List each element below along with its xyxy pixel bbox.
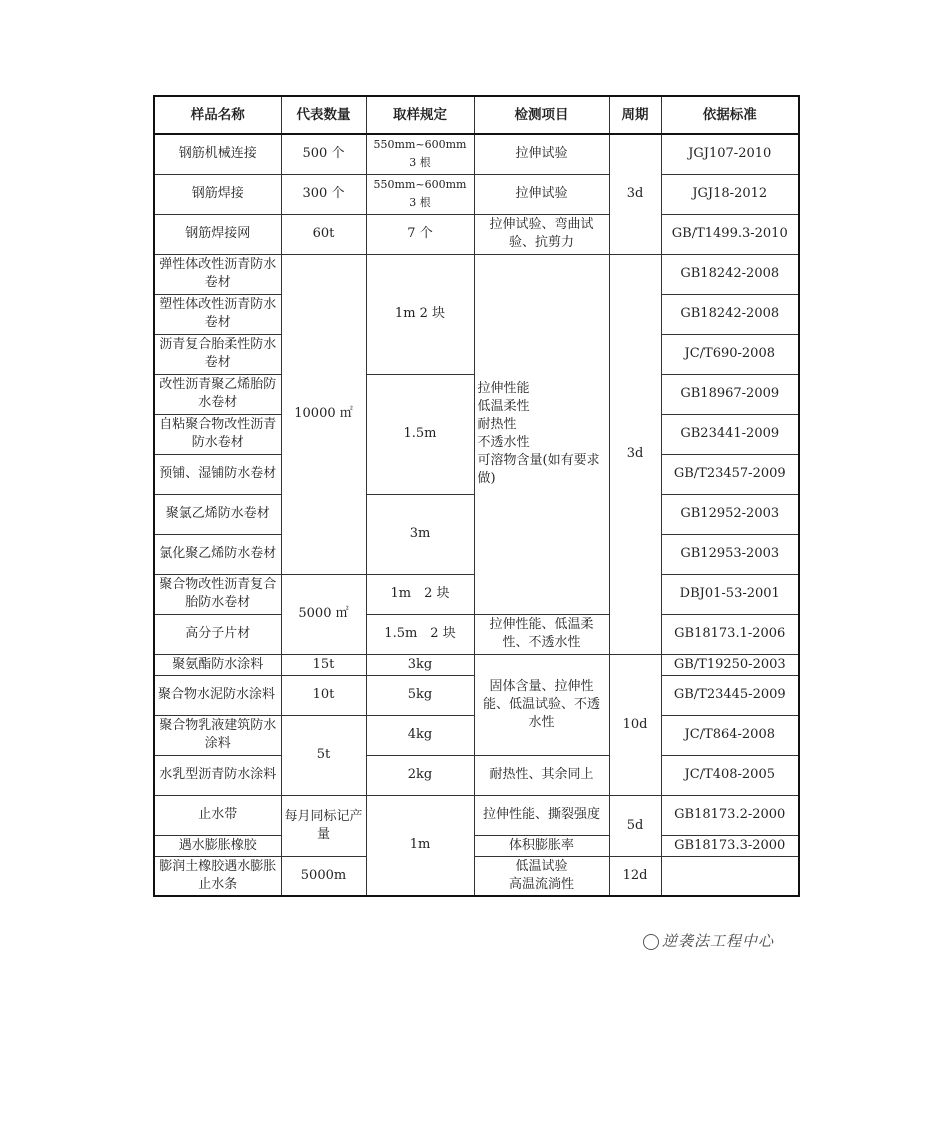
cell-name: 聚合物水泥防水涂料 (154, 675, 281, 715)
cell-qty: 500 个 (281, 134, 366, 174)
header-sample-name: 样品名称 (154, 96, 281, 134)
cell-standard-watermarked (661, 856, 799, 896)
header-standard: 依据标准 (661, 96, 799, 134)
cell-standard: JC/T408-2005 (661, 755, 799, 795)
cell-name: 改性沥青聚乙烯胎防水卷材 (154, 374, 281, 414)
cell-name: 沥青复合胎柔性防水卷材 (154, 334, 281, 374)
cell-standard: GB18242-2008 (661, 254, 799, 294)
cell-test: 拉伸试验 (474, 134, 609, 174)
cell-name: 预铺、湿铺防水卷材 (154, 454, 281, 494)
cell-name: 钢筋机械连接 (154, 134, 281, 174)
cell-qty: 5000m (281, 856, 366, 896)
cell-test: 耐热性、其余同上 (474, 755, 609, 795)
cell-name: 止水带 (154, 795, 281, 835)
cell-qty: 10000 ㎡ (281, 254, 366, 574)
cell-period: 12d (609, 856, 661, 896)
cell-standard: GB/T19250-2003 (661, 654, 799, 675)
cell-name: 水乳型沥青防水涂料 (154, 755, 281, 795)
cell-sampling: 1m 2 块 (366, 254, 474, 374)
cell-qty: 15t (281, 654, 366, 675)
table-row (154, 214, 799, 254)
cell-sampling: 4kg (366, 715, 474, 755)
table-row (154, 174, 799, 214)
cell-test: 拉伸试验 (474, 174, 609, 214)
cell-name: 钢筋焊接 (154, 174, 281, 214)
cell-standard: JC/T690-2008 (661, 334, 799, 374)
header-sampling-rule: 取样规定 (366, 96, 474, 134)
cell-test: 拉伸性能、撕裂强度 (474, 795, 609, 835)
cell-name: 钢筋焊接网 (154, 214, 281, 254)
cell-test: 拉伸试验、弯曲试验、抗剪力 (474, 214, 609, 254)
cell-sampling: 1m (366, 795, 474, 896)
cell-test: 固体含量、拉伸性能、低温试验、不透水性 (474, 654, 609, 755)
cell-standard: JC/T864-2008 (661, 715, 799, 755)
cell-standard: JGJ18-2012 (661, 174, 799, 214)
table-header-row (154, 96, 799, 134)
cell-period: 3d (609, 134, 661, 254)
cell-standard: GB12953-2003 (661, 534, 799, 574)
cell-name: 自粘聚合物改性沥青防水卷材 (154, 414, 281, 454)
cell-sampling: 1.5m 2 块 (366, 614, 474, 654)
cell-standard: GB18967-2009 (661, 374, 799, 414)
cell-sampling: 3m (366, 494, 474, 574)
cell-standard: GB/T23457-2009 (661, 454, 799, 494)
cell-name: 聚氯乙烯防水卷材 (154, 494, 281, 534)
sampling-spec-table (153, 95, 800, 897)
cell-name: 弹性体改性沥青防水卷材 (154, 254, 281, 294)
cell-test: 拉伸性能 低温柔性 耐热性 不透水性 可溶物含量(如有要求做) (474, 254, 609, 614)
cell-sampling: 550mm~600mm 3 根 (366, 174, 474, 214)
cell-standard: GB23441-2009 (661, 414, 799, 454)
cell-test: 低温试验 高温流淌性 (474, 856, 609, 896)
cell-name: 聚氨酯防水涂料 (154, 654, 281, 675)
cell-sampling: 1.5m (366, 374, 474, 494)
cell-sampling: 1m 2 块 (366, 574, 474, 614)
watermark (640, 930, 777, 951)
cell-period: 5d (609, 795, 661, 856)
cell-qty: 5t (281, 715, 366, 795)
cell-qty: 300 个 (281, 174, 366, 214)
table-row (154, 254, 799, 294)
cell-standard: GB/T1499.3-2010 (661, 214, 799, 254)
cell-test: 体积膨胀率 (474, 835, 609, 856)
table-row (154, 614, 799, 654)
cell-standard: GB18173.3-2000 (661, 835, 799, 856)
cell-standard: GB18173.2-2000 (661, 795, 799, 835)
table-row (154, 755, 799, 795)
cell-name: 膨润土橡胶遇水膨胀止水条 (154, 856, 281, 896)
cell-standard: DBJ01-53-2001 (661, 574, 799, 614)
table-row (154, 795, 799, 835)
cell-standard: GB18173.1-2006 (661, 614, 799, 654)
header-test-items: 检测项目 (474, 96, 609, 134)
cell-standard: GB18242-2008 (661, 294, 799, 334)
cell-period: 10d (609, 654, 661, 795)
cell-name: 氯化聚乙烯防水卷材 (154, 534, 281, 574)
cell-standard: GB/T23445-2009 (661, 675, 799, 715)
header-quantity: 代表数量 (281, 96, 366, 134)
table-row (154, 134, 799, 174)
table-row (154, 835, 799, 856)
cell-sampling: 550mm~600mm 3 根 (366, 134, 474, 174)
cell-name: 聚合物乳液建筑防水涂料 (154, 715, 281, 755)
watermark-text: 逆袭法工程中心 (662, 932, 775, 950)
table-row (154, 654, 799, 675)
cell-name: 塑性体改性沥青防水卷材 (154, 294, 281, 334)
cell-name: 聚合物改性沥青复合胎防水卷材 (154, 574, 281, 614)
cell-period: 3d (609, 254, 661, 654)
cell-qty: 5000 ㎡ (281, 574, 366, 654)
cell-sampling: 5kg (366, 675, 474, 715)
cell-qty: 每月同标记产量 (281, 795, 366, 856)
header-period: 周期 (609, 96, 661, 134)
table-row (154, 856, 799, 896)
cell-qty: 60t (281, 214, 366, 254)
wechat-icon (643, 934, 659, 950)
cell-name: 遇水膨胀橡胶 (154, 835, 281, 856)
cell-standard: GB12952-2003 (661, 494, 799, 534)
cell-qty: 10t (281, 675, 366, 715)
cell-name: 高分子片材 (154, 614, 281, 654)
cell-sampling: 7 个 (366, 214, 474, 254)
cell-sampling: 2kg (366, 755, 474, 795)
cell-test: 拉伸性能、低温柔性、不透水性 (474, 614, 609, 654)
cell-sampling: 3kg (366, 654, 474, 675)
cell-standard: JGJ107-2010 (661, 134, 799, 174)
